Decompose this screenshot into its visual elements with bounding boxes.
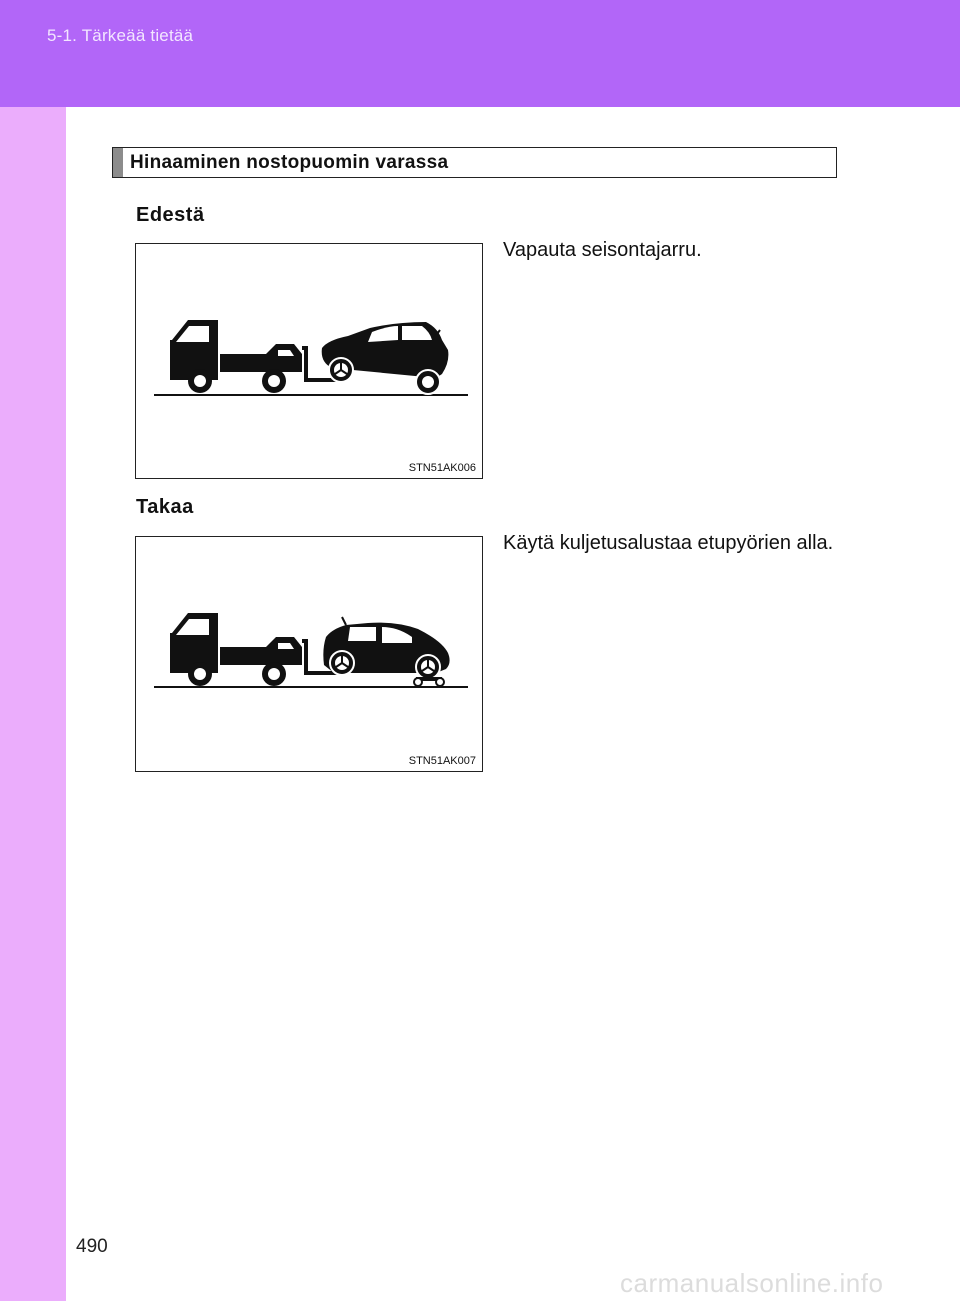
watermark: carmanualsonline.info xyxy=(620,1268,884,1298)
page-number: 490 xyxy=(76,1236,108,1257)
tow-truck-rear-lift-dolly-icon xyxy=(136,537,482,771)
figure-rear-tow xyxy=(135,536,483,772)
section-title-bar xyxy=(113,148,123,177)
header-band xyxy=(0,0,960,107)
subheading-rear: Takaa xyxy=(136,496,194,518)
figure-front-tow xyxy=(135,243,483,479)
figure-code: STN51AK006 xyxy=(408,462,476,474)
section-title-box xyxy=(112,147,837,178)
figure-code: STN51AK007 xyxy=(408,755,476,767)
subheading-front: Edestä xyxy=(136,204,205,226)
tow-truck-front-lift-icon xyxy=(136,244,482,478)
instruction-rear: Käytä kuljetusalustaa etupyörien alla. xyxy=(503,532,834,554)
section-title: Hinaaminen nostopuomin varassa xyxy=(130,152,449,173)
section-breadcrumb: 5-1. Tärkeää tietää xyxy=(47,26,194,45)
side-strip xyxy=(0,107,66,1301)
instruction-front: Vapauta seisontajarru. xyxy=(503,239,702,261)
